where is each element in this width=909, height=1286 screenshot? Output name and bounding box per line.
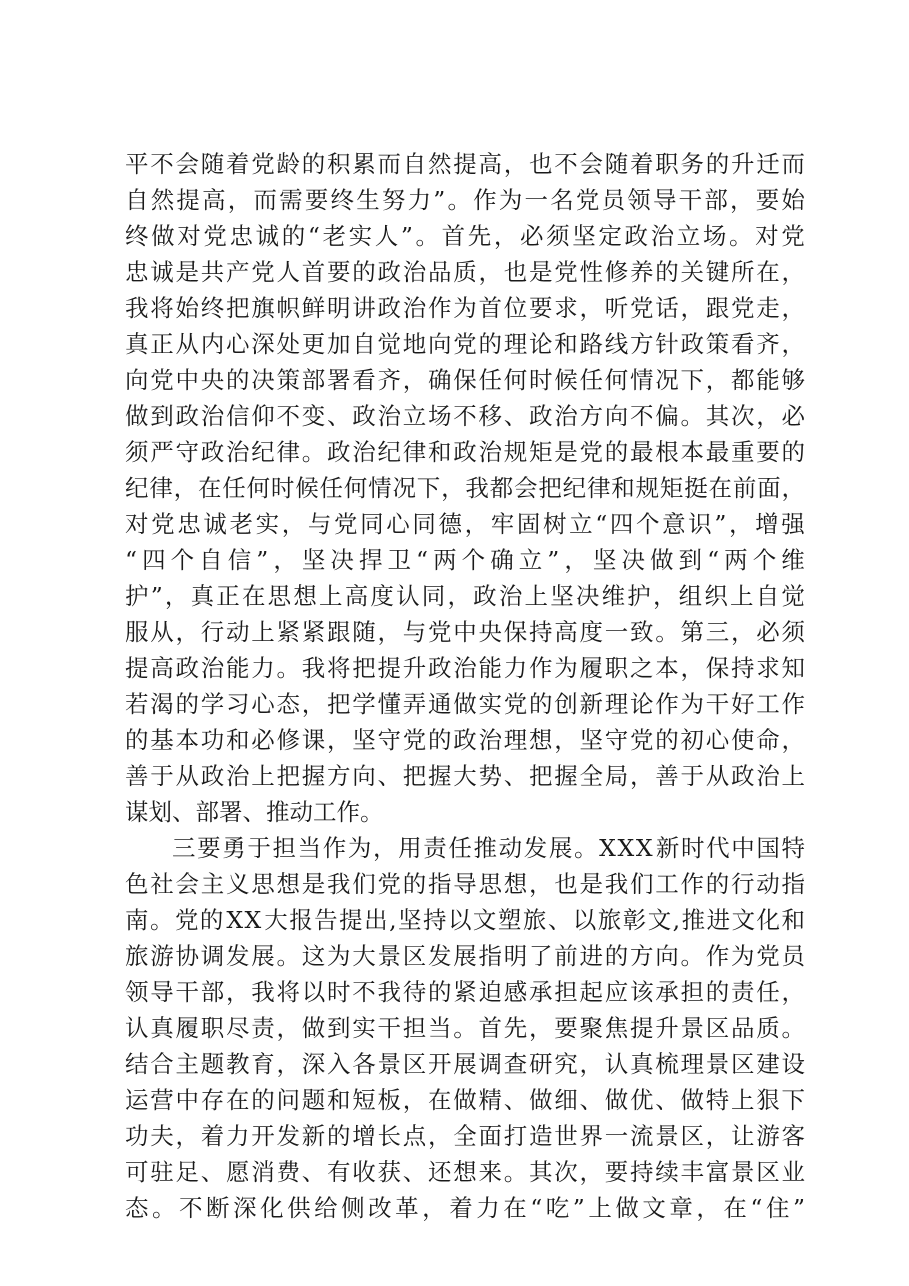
text-line: 护 ” ， 真 正 在 思 想 上 高 度 认 同 ， 政 治 上 坚 决 维 护 ， 组 织 上 自 觉 bbox=[125, 582, 805, 610]
text-line: 色 社 会 主 义 思 想 是 我 们 党 的 指 导 思 想 ， 也 是 我 们 工 作 的 行 动 指 bbox=[125, 870, 805, 898]
text-line: 纪 律 ， 在 任 何 时 候 任 何 情 况 下 ， 我 都 会 把 纪 律 和 规 矩 挺 在 前 面 ， bbox=[125, 474, 805, 502]
text-line: 旅 游 协 调 发 展 。 这 为 大 景 区 发 展 指 明 了 前 进 的 方 向 。 作 为 党 员 bbox=[125, 942, 805, 970]
text-line: 南 。 党 的 X X 大 报 告 提 出 , 坚 持 以 文 塑 旅 、 以 旅 彰 文 , 推 进 文 化 和 bbox=[125, 906, 805, 934]
text-line: 可 驻 足 、 愿 消 费 、 有 收 获 、 还 想 来 。 其 次 ， 要 持 续 丰 富 景 区 业 bbox=[125, 1158, 805, 1186]
text-line: 做 到 政 治 信 仰 不 变 、 政 治 立 场 不 移 、 政 治 方 向 不 偏 。 其 次 ， 必 bbox=[125, 402, 805, 430]
text-line: 终 做 对 党 忠 诚 的 “ 老 实 人 ” 。 首 先 ， 必 须 坚 定 政 治 立 场 。 对 党 bbox=[125, 222, 805, 250]
text-line: 对 党 忠 诚 老 实 ， 与 党 同 心 同 德 ， 牢 固 树 立 “ 四 个 意 识 ” ， 增 强 bbox=[125, 510, 805, 538]
text-line: 领 导 干 部 ， 我 将 以 时 不 我 待 的 紧 迫 感 承 担 起 应 该 承 担 的 责 任 ， bbox=[125, 978, 805, 1006]
text-line: 忠 诚 是 共 产 党 人 首 要 的 政 治 品 质 ， 也 是 党 性 修 养 的 关 键 所 在 ， bbox=[125, 258, 805, 286]
text-line: 平 不 会 随 着 党 龄 的 积 累 而 自 然 提 高 ， 也 不 会 随 着 职 务 的 升 迁 而 bbox=[125, 150, 805, 178]
text-line: “ 四 个 自 信 ” ， 坚 决 捍 卫 “ 两 个 确 立 ” ， 坚 决 做 到 “ 两 个 维 bbox=[125, 546, 805, 574]
text-line: 谋划、部署、推动工作。 bbox=[125, 798, 384, 826]
text-line: 若 渴 的 学 习 心 态 ， 把 学 懂 弄 通 做 实 党 的 创 新 理 论 作 为 干 好 工 作 bbox=[125, 690, 805, 718]
text-line: 提 高 政 治 能 力 。 我 将 把 提 升 政 治 能 力 作 为 履 职 之 本 ， 保 持 求 知 bbox=[125, 654, 805, 682]
text-line: 我 将 始 终 把 旗 帜 鲜 明 讲 政 治 作 为 首 位 要 求 ， 听 党 话 ， 跟 党 走 ， bbox=[125, 294, 805, 322]
text-line: 结 合 主 题 教 育 ， 深 入 各 景 区 开 展 调 查 研 究 ， 认 真 梳 理 景 区 建 设 bbox=[125, 1050, 805, 1078]
text-line: 向 党 中 央 的 决 策 部 署 看 齐 ， 确 保 任 何 时 候 任 何 情 况 下 ， 都 能 够 bbox=[125, 366, 805, 394]
text-line: 自 然 提 高 ， 而 需 要 终 生 努 力 ” 。 作 为 一 名 党 员 领 导 干 部 ， 要 始 bbox=[125, 186, 805, 214]
text-line: 运 营 中 存 在 的 问 题 和 短 板 ， 在 做 精 、 做 细 、 做 优 、 做 特 上 狠 下 bbox=[125, 1086, 805, 1114]
text-line: 态 。 不 断 深 化 供 给 侧 改 革 ， 着 力 在 “ 吃 ” 上 做 文 章 ， 在 “ 住 ” bbox=[125, 1194, 805, 1222]
text-line: 的 基 本 功 和 必 修 课 ， 坚 守 党 的 政 治 理 想 ， 坚 守 党 的 初 心 使 命 ， bbox=[125, 726, 805, 754]
text-line: 善 于 从 政 治 上 把 握 方 向 、 把 握 大 势 、 把 握 全 局 ， 善 于 从 政 治 上 bbox=[125, 762, 805, 790]
body-text bbox=[125, 146, 805, 1226]
text-line: 认 真 履 职 尽 责 ， 做 到 实 干 担 当 。 首 先 ， 要 聚 焦 提 升 景 区 品 质 。 bbox=[125, 1014, 805, 1042]
text-line: 真 正 从 内 心 深 处 更 加 自 觉 地 向 党 的 理 论 和 路 线 方 针 政 策 看 齐 ， bbox=[125, 330, 805, 358]
text-line: 三 要 勇 于 担 当 作 为 ， 用 责 任 推 动 发 展 。 X X X 新 时 代 中 国 特 bbox=[172, 834, 805, 862]
text-line: 功 夫 ， 着 力 开 发 新 的 增 长 点 ， 全 面 打 造 世 界 一 流 景 区 ， 让 游 客 bbox=[125, 1122, 805, 1150]
text-line: 服 从 ， 行 动 上 紧 紧 跟 随 ， 与 党 中 央 保 持 高 度 一 致 。 第 三 ， 必 须 bbox=[125, 618, 805, 646]
text-line: 须 严 守 政 治 纪 律 。 政 治 纪 律 和 政 治 规 矩 是 党 的 最 根 本 最 重 要 的 bbox=[125, 438, 805, 466]
